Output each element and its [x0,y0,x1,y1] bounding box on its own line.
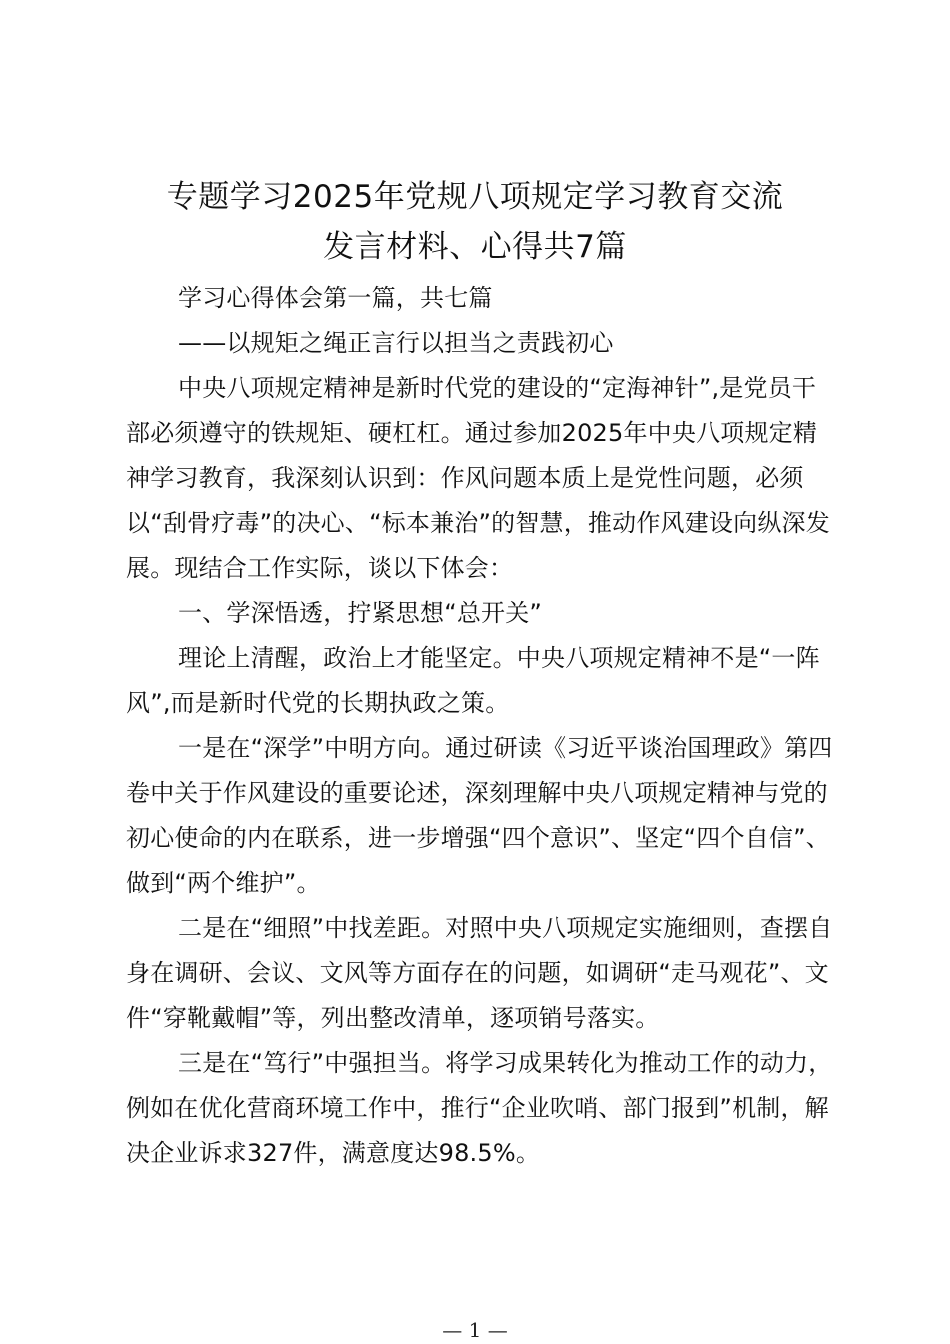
page-number: — 1 — [442,1318,508,1342]
paragraph-point-2: 二是在“细照”中找差距。对照中央八项规定实施细则，查摆自身在调研、会议、文风等方面存在的问题，如调研“走马观花”、文件“穿靴戴帽”等，列出整改清单，逐项销号落实。 [126,914,833,1032]
document-title [110,172,840,272]
section-heading-1: 一、学深悟透，拧紧思想“总开关” [178,599,543,627]
subtitle-article-count: 学习心得体会第一篇，共七篇 [178,284,493,312]
paragraph-point-3: 三是在“笃行”中强担当。将学习成果转化为推动工作的动力，例如在优化营商环境工作中，推行“企业吹哨、部门报到”机制，解决企业诉求327件，满意度达98.5%。 [126,1049,833,1167]
title-line-1: 专题学习2025年党规八项规定学习教育交流 [166,179,784,215]
document-body [126,276,838,1176]
paragraph-theory: 理论上清醒，政治上才能坚定。中央八项规定精神不是“一阵风”,而是新时代党的长期执政之策。 [126,644,820,717]
subtitle-theme: ——以规矩之绳正言行以担当之责践初心 [178,329,614,357]
paragraph-point-1: 一是在“深学”中明方向。通过研读《习近平谈治国理政》第四卷中关于作风建设的重要论述，深刻理解中央八项规定精神与党的初心使命的内在联系，进一步增强“四个意识”、坚定“四个自信”、做到“两个维护”。 [126,734,833,897]
paragraph-intro: 中央八项规定精神是新时代党的建设的“定海神针”,是党员干部必须遵守的铁规矩、硬杠杠。通过参加2025年中央八项规定精神学习教育，我深刻认识到：作风问题本质上是党性问题，必须以“刮骨疗毒”的决心、“标本兼治”的智慧，推动作风建设向纵深发展。现结合工作实际，谈以下体会： [126,374,830,582]
title-line-2: 发言材料、心得共7篇 [323,229,627,265]
